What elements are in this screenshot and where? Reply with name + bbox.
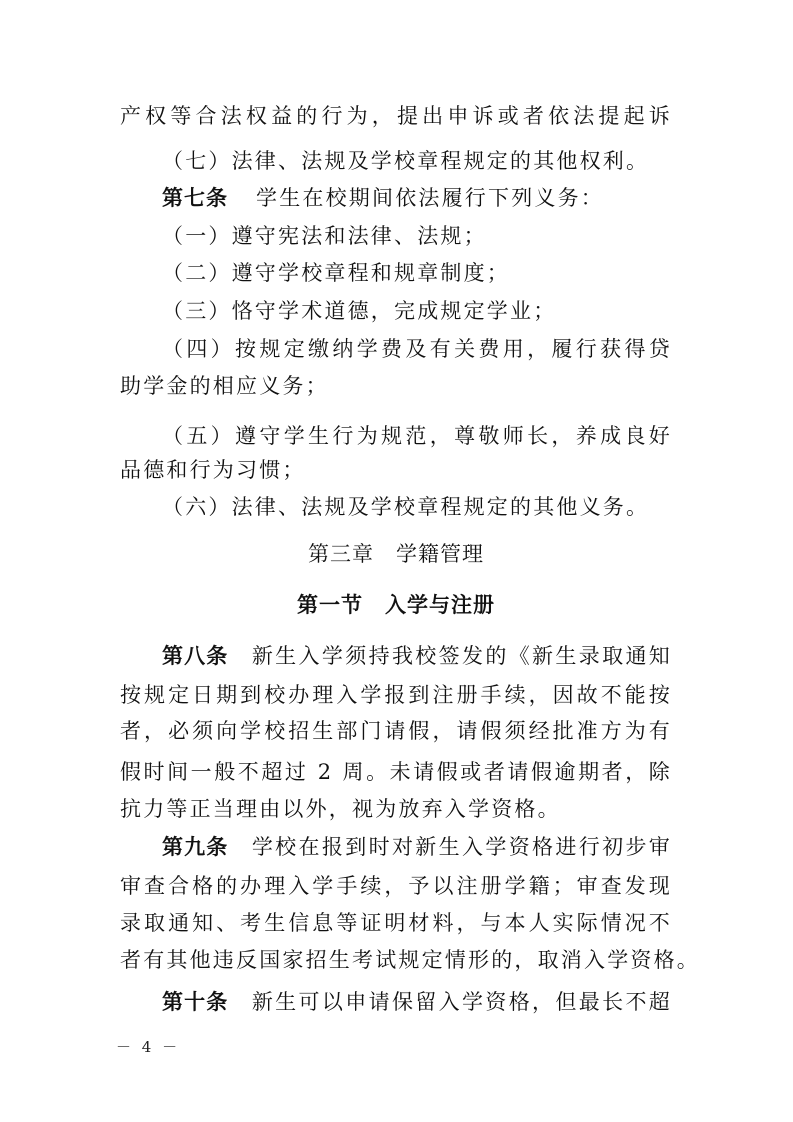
article-text: 新生入学须持我校签发的《新生录取通知 <box>251 644 672 668</box>
article-7-line <box>162 183 672 213</box>
article-text: 学生在校期间依法履行下列义务： <box>256 186 604 210</box>
list-item: （四）按规定缴纳学费及有关费用，履行获得贷 <box>162 337 672 361</box>
list-item: （二）遵守学校章程和规章制度； <box>162 261 510 285</box>
section-title: 第一节 入学与注册 <box>297 593 495 617</box>
article-label: 第七条 <box>162 186 228 210</box>
text-line: 按规定日期到校办理入学报到注册手续，因故不能按 <box>120 683 672 707</box>
list-item: （三）恪守学术道德，完成规定学业； <box>162 299 557 323</box>
article-label: 第九条 <box>162 835 229 859</box>
list-item-continuation: 品德和行为习惯； <box>120 458 306 482</box>
article-label: 第八条 <box>162 644 229 668</box>
list-item: （五）遵守学生行为规范，尊敬师长，养成良好 <box>162 424 672 448</box>
list-item: （一）遵守宪法和法律、法规； <box>162 224 487 248</box>
article-10-line <box>162 987 672 1017</box>
page-number: － 4 － <box>116 1038 181 1056</box>
text-line: （七）法律、法规及学校章程规定的其他权利。 <box>162 149 650 173</box>
text-line: 者有其他违反国家招生考试规定情形的，取消入学资格。 <box>120 948 700 972</box>
list-item: （六）法律、法规及学校章程规定的其他义务。 <box>162 495 650 519</box>
article-text: 学校在报到时对新生入学资格进行初步审 <box>251 835 672 859</box>
text-line: 产权等合法权益的行为，提出申诉或者依法提起诉 <box>120 104 672 128</box>
article-label: 第十条 <box>162 990 229 1014</box>
article-9-line <box>162 832 672 862</box>
text-line: 假时间一般不超过 2 周。未请假或者请假逾期者，除 <box>120 760 672 784</box>
text-line: 者，必须向学校招生部门请假，请假须经批准方为有 <box>120 719 672 743</box>
article-text: 新生可以申请保留入学资格，但最长不超 <box>251 990 672 1014</box>
text-line: 审查合格的办理入学手续，予以注册学籍；审查发现 <box>120 874 672 898</box>
chapter-title: 第三章 学籍管理 <box>308 542 484 566</box>
list-item-continuation: 助学金的相应义务； <box>120 374 329 398</box>
text-line: 抗力等正当理由以外，视为放弃入学资格。 <box>120 797 561 821</box>
article-8-line <box>162 641 672 671</box>
text-line: 录取通知、考生信息等证明材料，与本人实际情况不 <box>120 911 672 935</box>
